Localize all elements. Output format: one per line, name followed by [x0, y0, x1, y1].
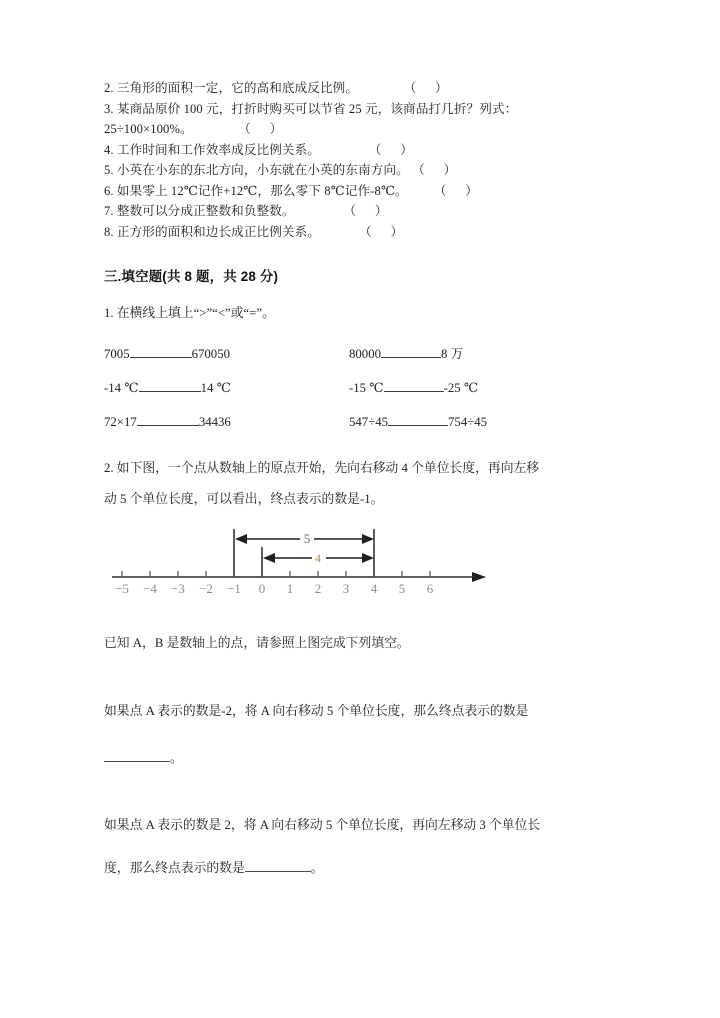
svg-text:6: 6	[426, 581, 434, 596]
tf-3-gap	[193, 122, 238, 136]
cmp-1-left-blank[interactable]	[130, 357, 192, 358]
svg-text:−5: −5	[115, 581, 129, 596]
axis-tick-labels	[115, 581, 434, 596]
tf-3-answer-paren[interactable]: （ ）	[238, 122, 283, 136]
question-2-sub-b-prefix: 度，那么终点表示的数是	[104, 861, 245, 875]
true-false-item-6	[104, 181, 624, 202]
comparison-right	[349, 371, 624, 405]
tf-7-gap	[295, 204, 344, 218]
svg-text:2: 2	[314, 581, 322, 596]
svg-text:−2: −2	[199, 581, 213, 596]
tf-2-gap	[358, 81, 403, 95]
cmp-1-right-after: 8 万	[441, 347, 464, 361]
cmp-3-right-blank[interactable]	[388, 425, 448, 426]
cmp-2-right-before: -15 ℃	[349, 381, 384, 395]
tf-7-answer-paren[interactable]: （ ）	[343, 204, 388, 218]
tf-4-text: 4. 工作时间和工作效率成反比例关系。	[104, 142, 320, 157]
spacer	[104, 773, 624, 799]
cmp-2-right-after: -25 ℃	[443, 381, 479, 395]
question-1-prompt: 1. 在横线上填上“>”“<”或“=”。	[104, 306, 275, 320]
comparison-right	[349, 337, 624, 371]
question-2-prompt-line-1: 2. 如下图，一个点从数轴上的原点开始，先向右移动 4 个单位长度，再向左移	[104, 461, 540, 475]
true-false-item-3-continuation	[104, 119, 624, 140]
question-1-comparison-rows	[104, 337, 624, 439]
question-2-sub-b-blank[interactable]	[245, 871, 311, 872]
svg-text:−1: −1	[227, 581, 241, 596]
upper-left-arrowhead-icon	[235, 534, 247, 544]
cmp-2-left-after: 14 ℃	[200, 381, 231, 395]
question-2-sub-a-period: 。	[170, 751, 183, 765]
svg-text:5: 5	[398, 581, 406, 596]
true-false-item-2	[104, 78, 624, 99]
cmp-2-right-blank[interactable]	[384, 391, 444, 392]
tf-7-text: 7. 整数可以分成正整数和负整数。	[104, 204, 295, 218]
cmp-1-right-before: 80000	[349, 347, 381, 361]
tf-4-answer-paren[interactable]: （ ）	[368, 142, 413, 157]
cmp-3-left-blank[interactable]	[137, 425, 199, 426]
cmp-3-left-after: 34436	[198, 415, 231, 429]
cmp-2-left-before: -14 ℃	[104, 381, 139, 395]
svg-text:−3: −3	[171, 581, 185, 596]
upper-right-arrowhead-icon	[362, 534, 374, 544]
true-false-item-3	[104, 99, 624, 120]
question-2-prompt-line-2: 动 5 个单位长度，可以看出，终点表示的数是-1。	[104, 492, 384, 506]
lower-left-arrowhead-icon	[263, 553, 275, 563]
section-heading-fill-in-blanks: 三.填空题(共 8 题，共 28 分)	[104, 269, 279, 284]
number-line-svg	[104, 521, 504, 613]
true-false-item-5	[104, 160, 624, 181]
tf-2-text: 2. 三角形的面积一定，它的高和底成反比例。	[104, 81, 359, 95]
tf-5-answer-paren[interactable]: （ ）	[412, 163, 457, 177]
question-2-sub-a-blank[interactable]	[104, 761, 170, 762]
cmp-3-right-after: 754÷45	[448, 415, 488, 429]
true-false-item-8	[104, 222, 624, 243]
axis-arrowhead-icon	[472, 572, 486, 582]
question-2-sub-a-answer-row	[104, 743, 624, 773]
upper-span-label: 5	[303, 531, 311, 546]
page-content	[104, 78, 624, 883]
comparison-left	[104, 337, 349, 371]
comparison-row	[104, 337, 624, 371]
tf-6-gap	[408, 184, 434, 198]
comparison-left	[104, 371, 349, 405]
tf-8-gap	[320, 225, 359, 239]
comparison-right	[349, 405, 624, 439]
tf-5-text: 5. 小英在小东的东北方向，小东就在小英的东南方向。	[104, 163, 409, 177]
axis-ticks	[122, 571, 430, 577]
tf-8-answer-paren[interactable]: （ ）	[358, 224, 404, 239]
cmp-3-right-before: 547÷45	[349, 415, 389, 429]
tf-2-answer-paren[interactable]: （ ）	[403, 81, 448, 95]
true-false-item-7	[104, 201, 624, 222]
tf-8-text: 8. 正方形的面积和边长成正比例关系。	[104, 224, 320, 239]
cmp-1-right-blank[interactable]	[381, 357, 441, 358]
question-2-sub-b-period: 。	[310, 861, 324, 875]
svg-text:0: 0	[258, 581, 266, 596]
spacer	[104, 653, 624, 687]
true-false-section	[104, 78, 624, 242]
true-false-item-4	[104, 140, 624, 161]
svg-text:1: 1	[286, 581, 294, 596]
tf-4-gap	[320, 143, 369, 157]
question-2-sub-b-line-1: 如果点 A 表示的数是 2，将 A 向右移动 5 个单位长度，再向左移动 3 个单位长	[104, 818, 541, 832]
cmp-1-left-before: 7005	[104, 347, 130, 361]
tf-6-answer-paren[interactable]: （ ）	[433, 183, 478, 198]
svg-text:4: 4	[370, 581, 378, 596]
cmp-1-left-after: 670050	[191, 347, 230, 361]
lower-right-arrowhead-icon	[362, 553, 374, 563]
lower-span-label: 4	[315, 551, 321, 565]
cmp-3-left-before: 72×17	[104, 415, 137, 429]
tf-3-formula: 25÷100×100%。	[104, 122, 193, 136]
tf-3-text: 3. 某商品原价 100 元，打折时购买可以节省 25 元，该商品打几折？列式：	[104, 101, 518, 116]
comparison-left	[104, 405, 349, 439]
cmp-2-left-blank[interactable]	[139, 391, 201, 392]
svg-text:−4: −4	[143, 581, 157, 596]
question-2-sub-b-answer-row	[104, 853, 624, 883]
comparison-row	[104, 371, 624, 405]
number-line-figure	[104, 521, 624, 613]
question-2-followup: 已知 A，B 是数轴上的点，请参照上图完成下列填空。	[104, 636, 410, 650]
svg-text:3: 3	[342, 581, 350, 596]
question-2-prompt	[104, 453, 624, 515]
tf-6-text: 6. 如果零上 12℃记作+12℃，那么零下 8℃记作-8℃。	[104, 183, 408, 198]
comparison-row	[104, 405, 624, 439]
question-2-sub-a-line-1: 如果点 A 表示的数是-2，将 A 向右移动 5 个单位长度，那么终点表示的数是	[104, 704, 529, 718]
